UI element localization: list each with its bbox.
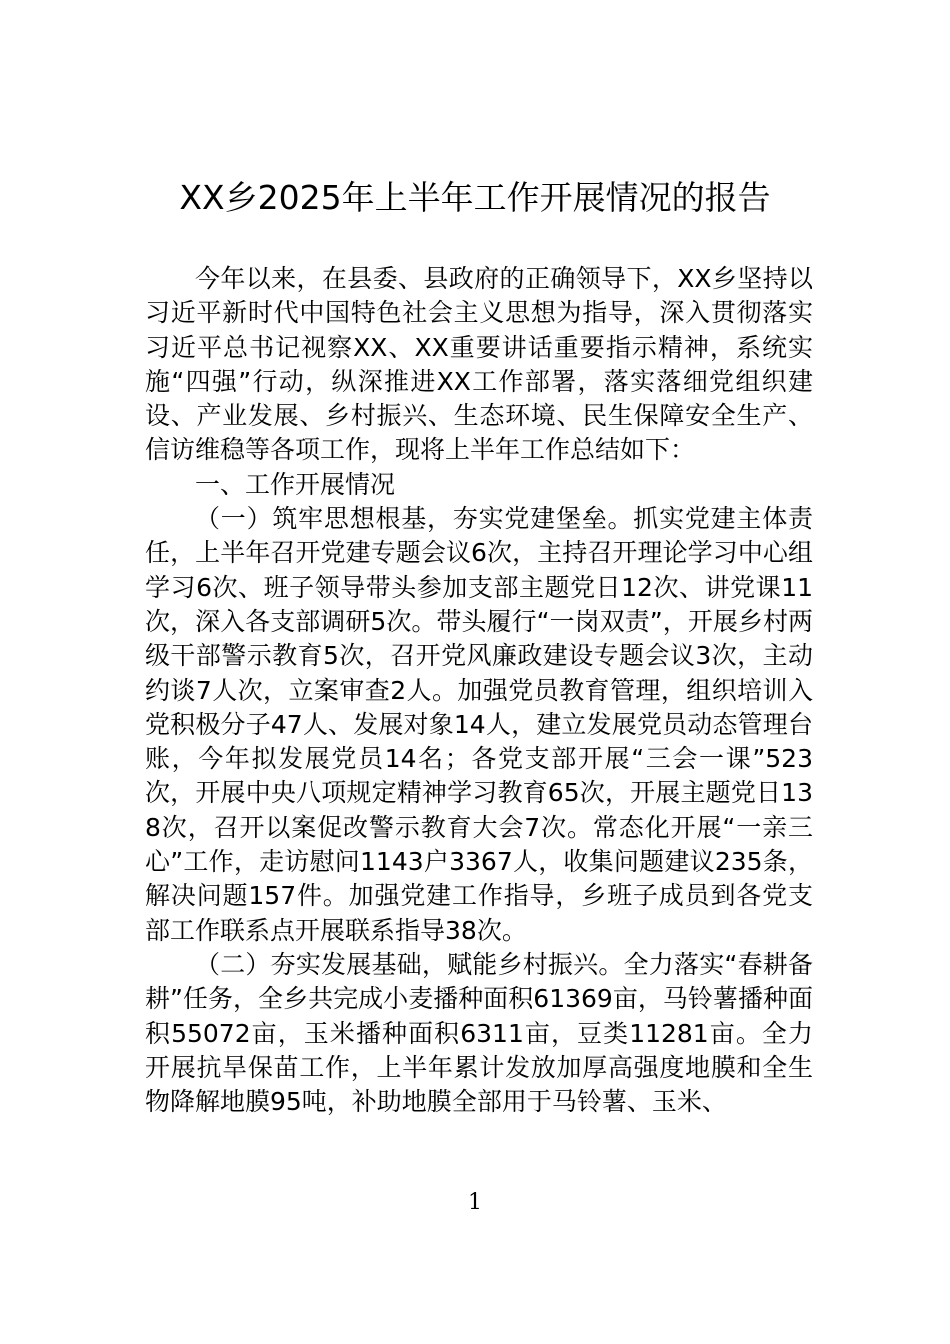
intro-paragraph: 今年以来，在县委、县政府的正确领导下，XX乡坚持以习近平新时代中国特色社会主义思想为指导，深入贯彻落实习近平总书记视察XX、XX重要讲话重要指示精神，系统实施“四强”行动，纵深推进XX工作部署，落实落细党组织建设、产业发展、乡村振兴、生态环境、民生保障安全生产、信访维稳等各项工作，现将上半年工作总结如下：: [145, 264, 813, 465]
page-number: 1: [468, 1190, 482, 1215]
party-building-paragraph: （一）筑牢思想根基，夯实党建堡垒。抓实党建主体责任，上半年召开党建专题会议6次，主持召开理论学习中心组学习6次、班子领导带头参加支部主题党日12次、讲党课11次，深入各支部调研5次。带头履行“一岗双责”，开展乡村两级干部警示教育5次，召开党风廉政建设专题会议3次，主动约谈7人次，立案审查2人。加强党员教育管理，组织培训入党积极分子47人、发展对象14人，建立发展党员动态管理台账，今年拟发展党员14名；各党支部开展“三会一课”523次，开展中央八项规定精神学习教育65次，开展主题党日138次，召开以案促改警示教育大会7次。常态化开展“一亲三心”工作，走访慰问1143户3367人，收集问题建议235条，解决问题157件。加强党建工作指导，乡班子成员到各党支部工作联系点开展联系指导38次。: [145, 504, 813, 945]
section-heading: 一、工作开展情况: [195, 469, 396, 499]
document-body: [145, 262, 813, 1119]
document-title: XX乡2025年上半年工作开展情况的报告: [179, 178, 771, 217]
rural-revitalization-paragraph: （二）夯实发展基础，赋能乡村振兴。全力落实“春耕备耕”任务，全乡共完成小麦播种面积61369亩，马铃薯播种面积55072亩，玉米播种面积6311亩，豆类11281亩。全力开展抗旱保苗工作，上半年累计发放加厚高强度地膜和全生物降解地膜95吨，补助地膜全部用于马铃薯、玉米、: [145, 949, 813, 1117]
